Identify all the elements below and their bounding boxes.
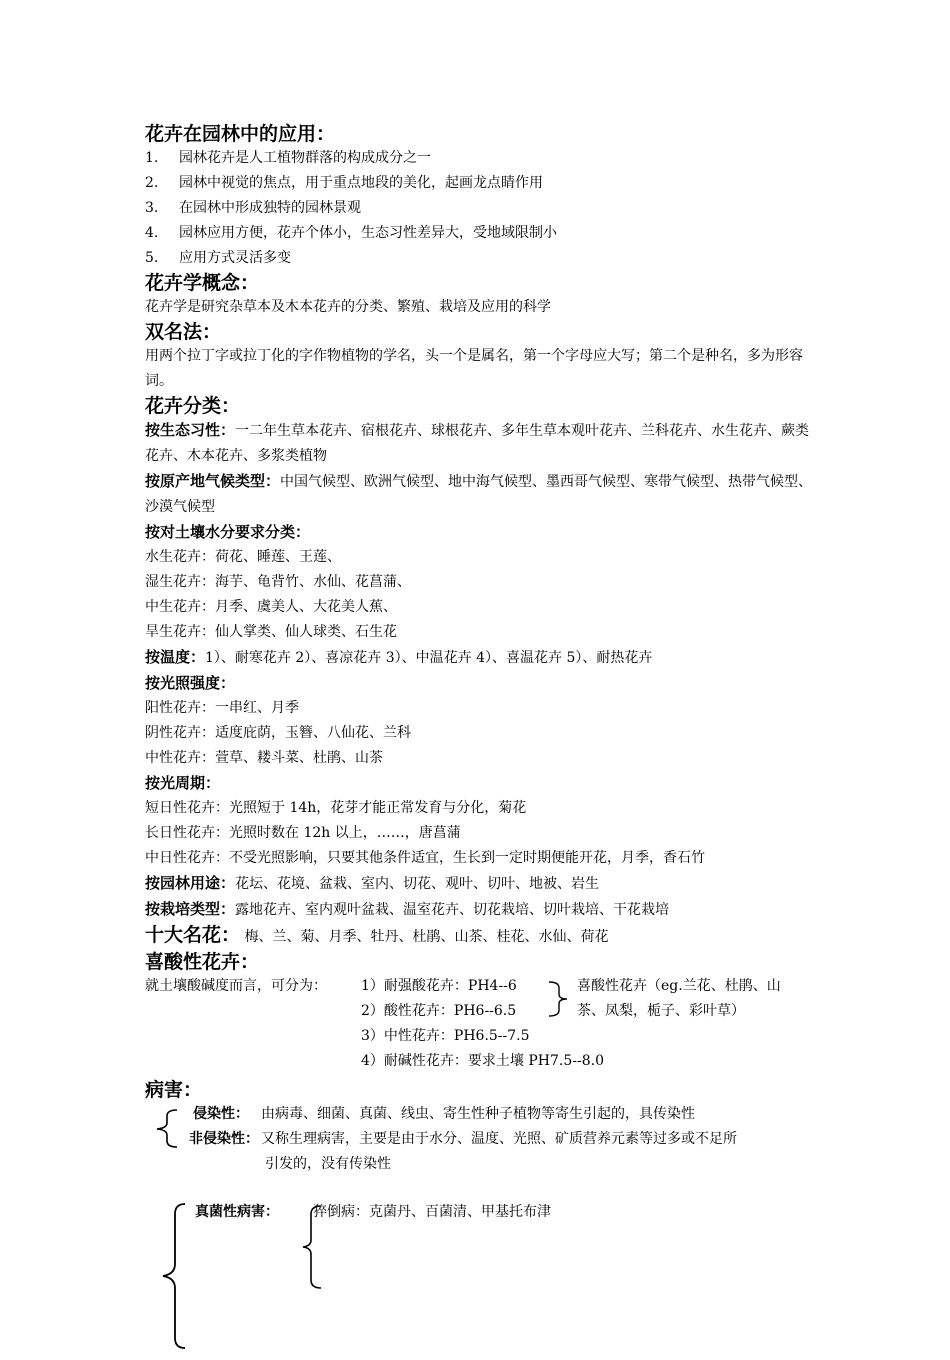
- heading-water: 按对土壤水分要求分类：: [145, 523, 311, 541]
- disease-block: [145, 1102, 815, 1188]
- list-item: 短日性花卉：光照短于 14h，花芽才能正常发育与分化，菊花: [145, 800, 527, 816]
- heading-classification: 花卉分类：: [145, 395, 241, 417]
- list-item: 湿生花卉：海芋、龟背竹、水仙、花菖蒲、: [145, 574, 411, 590]
- fungal-label: 真菌性病害：: [195, 1204, 279, 1220]
- list-item: 阴性花卉：适度庇荫，玉簪、八仙花、兰科: [145, 725, 411, 741]
- list-item: 1）耐强酸花卉：PH4--6: [361, 978, 517, 994]
- list-item: 旱生花卉：仙人掌类、仙人球类、石生花: [145, 624, 397, 640]
- fungal-text: 猝倒病：克菌丹、百菌清、甲基托布津: [313, 1204, 551, 1220]
- climate-label: 按原产地气候类型：: [145, 472, 281, 490]
- heading-binomial: 双名法：: [145, 321, 222, 343]
- acid-note-line1: 喜酸性花卉（eg.兰花、杜鹃、山: [577, 978, 781, 994]
- temperature-label: 按温度：: [145, 648, 206, 666]
- ecology-label: 按生态习性：: [145, 421, 236, 439]
- list-item: 4. 园林应用方便，花卉个体小，生态习性差异大，受地域限制小: [145, 225, 557, 241]
- heading-application: 花卉在园林中的应用：: [145, 123, 336, 145]
- cultivation-paragraph: [145, 897, 815, 923]
- binomial-text: 用两个拉丁字或拉丁化的字作物植物的学名，头一个是属名，第一个字母应大写；第二个是种名，多为形容词。: [145, 348, 803, 389]
- list-item: 4）耐碱性花卉：要求土壤 PH7.5--8.0: [361, 1053, 604, 1069]
- infectious-label: 侵染性：: [193, 1106, 249, 1122]
- right-brace-icon: [547, 979, 577, 1019]
- ecology-paragraph: [145, 418, 815, 469]
- acid-block: [145, 974, 815, 1074]
- list-item: 2. 园林中视觉的焦点，用于重点地段的美化，起画龙点睛作用: [145, 175, 543, 191]
- temperature-text: 1）、耐寒花卉 2）、喜凉花卉 3）、中温花卉 4）、喜温花卉 5）、耐热花卉: [205, 650, 653, 666]
- left-brace-icon: [149, 1108, 179, 1148]
- concept-text: 花卉学是研究杂草本及木本花卉的分类、繁殖、栽培及应用的科学: [145, 299, 551, 315]
- temperature-paragraph: [145, 645, 815, 671]
- infectious-text: 由病毒、细菌、真菌、线虫、寄生性种子植物等寄生引起的，具传染性: [261, 1106, 695, 1122]
- ecology-text: 一二年生草本花卉、宿根花卉、球根花卉、多年生草本观叶花卉、兰科花卉、水生花卉、蕨类花卉、木本花卉、多浆类植物: [145, 423, 810, 464]
- noninfectious-text-2: 引发的，没有传染性: [265, 1156, 391, 1172]
- fungal-block: [145, 1200, 815, 1360]
- noninfectious-text-1: 又称生理病害，主要是由于水分、温度、光照、矿质营养元素等过多或不足所: [261, 1131, 737, 1147]
- list-item: 长日性花卉：光照时数在 12h 以上，……，唐菖蒲: [145, 825, 461, 841]
- list-item: 2）酸性花卉：PH6--6.5: [361, 1003, 517, 1019]
- list-item: 水生花卉：荷花、睡莲、王莲、: [145, 549, 341, 565]
- garden-use-label: 按园林用途：: [145, 874, 236, 892]
- list-item: 3）中性花卉：PH6.5--7.5: [361, 1028, 530, 1044]
- large-left-brace-icon: [153, 1202, 189, 1352]
- cultivation-text: 露地花卉、室内观叶盆栽、温室花卉、切花栽培、切叶栽培、干花栽培: [235, 902, 670, 918]
- heading-light: 按光照强度：: [145, 674, 236, 692]
- heading-acid: 喜酸性花卉：: [145, 951, 260, 973]
- acid-intro: 就土壤酸碱度而言，可分为：: [145, 978, 327, 994]
- heading-famous: 十大名花：: [145, 924, 241, 946]
- list-item: 中日性花卉：不受光照影响，只要其他条件适宜，生长到一定时期便能开花，月季，香石竹: [145, 850, 705, 866]
- list-item: 3. 在园林中形成独特的园林景观: [145, 200, 361, 216]
- document-body: [145, 122, 815, 1360]
- heading-disease: 病害：: [145, 1079, 203, 1101]
- list-item: 中生花卉：月季、虞美人、大花美人蕉、: [145, 599, 397, 615]
- climate-text: 中国气候型、欧洲气候型、地中海气候型、墨西哥气候型、寒带气候型、热带气候型、沙漠气候型: [145, 474, 813, 515]
- noninfectious-label: 非侵染性：: [189, 1131, 259, 1147]
- list-item: 中性花卉：萱草、耧斗菜、杜鹃、山茶: [145, 750, 383, 766]
- garden-use-text: 花坛、花境、盆栽、室内、切花、观叶、切叶、地被、岩生: [235, 876, 600, 892]
- list-item: 阳性花卉：一串红、月季: [145, 700, 299, 716]
- list-item: 5. 应用方式灵活多变: [145, 250, 291, 266]
- heading-concept: 花卉学概念：: [145, 272, 260, 294]
- acid-note-line2: 茶、凤梨，栀子、彩叶草）: [577, 1003, 745, 1019]
- application-list: [145, 146, 815, 271]
- heading-photoperiod: 按光周期：: [145, 774, 221, 792]
- climate-paragraph: [145, 469, 815, 520]
- list-item: 1. 园林花卉是人工植物群落的构成成分之一: [145, 150, 431, 166]
- famous-text: 梅、兰、菊、月季、牡丹、杜鹃、山茶、桂花、水仙、荷花: [244, 929, 609, 945]
- famous-paragraph: [145, 923, 815, 950]
- garden-use-paragraph: [145, 871, 815, 897]
- cultivation-label: 按栽培类型：: [145, 900, 236, 918]
